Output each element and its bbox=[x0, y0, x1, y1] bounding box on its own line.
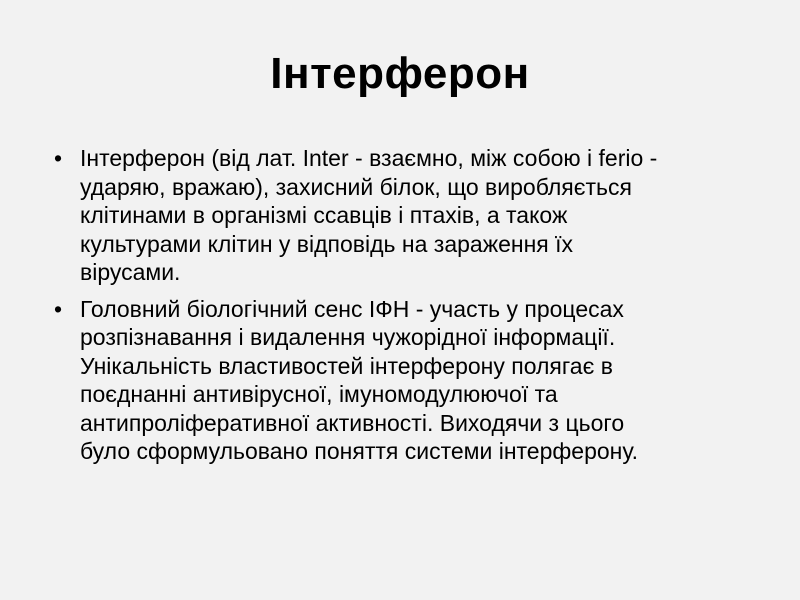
bullet-text-line: поєднанні антивірусної, імуномодулюючої та bbox=[80, 381, 558, 407]
bullet-text-line: вірусами. bbox=[80, 259, 181, 285]
bullet-icon: • bbox=[54, 145, 63, 171]
bullet-text-line: розпізнавання і видалення чужорідної інформації. bbox=[80, 324, 616, 350]
bullet-text-line: Інтерферон (від лат. Inter - взаємно, між собою і ferio - bbox=[80, 145, 658, 171]
bullet-text-line: було сформульовано поняття системи інтерферону. bbox=[80, 438, 638, 464]
bullet-item-biological-sense bbox=[48, 295, 768, 466]
bullet-text-line: Унікальність властивостей інтерферону полягає в bbox=[80, 352, 613, 379]
bullet-text-line: ударяю, вражаю), захисний білок, що виробляється bbox=[80, 173, 632, 200]
bullet-list bbox=[48, 144, 768, 474]
bullet-text-line: клітинами в організмі ссавців і птахів, а також bbox=[80, 202, 568, 228]
slide-title: Інтерферон bbox=[270, 49, 530, 98]
bullet-icon: • bbox=[54, 295, 63, 322]
bullet-text-line: антипроліферативної активності. Виходячи з цього bbox=[80, 409, 625, 436]
bullet-text-line: культурами клітин у відповідь на зараження їх bbox=[80, 230, 574, 257]
bullet-item-definition bbox=[48, 144, 768, 287]
bullet-text-line: Головний біологічний сенс ІФН - участь у процесах bbox=[80, 295, 624, 322]
